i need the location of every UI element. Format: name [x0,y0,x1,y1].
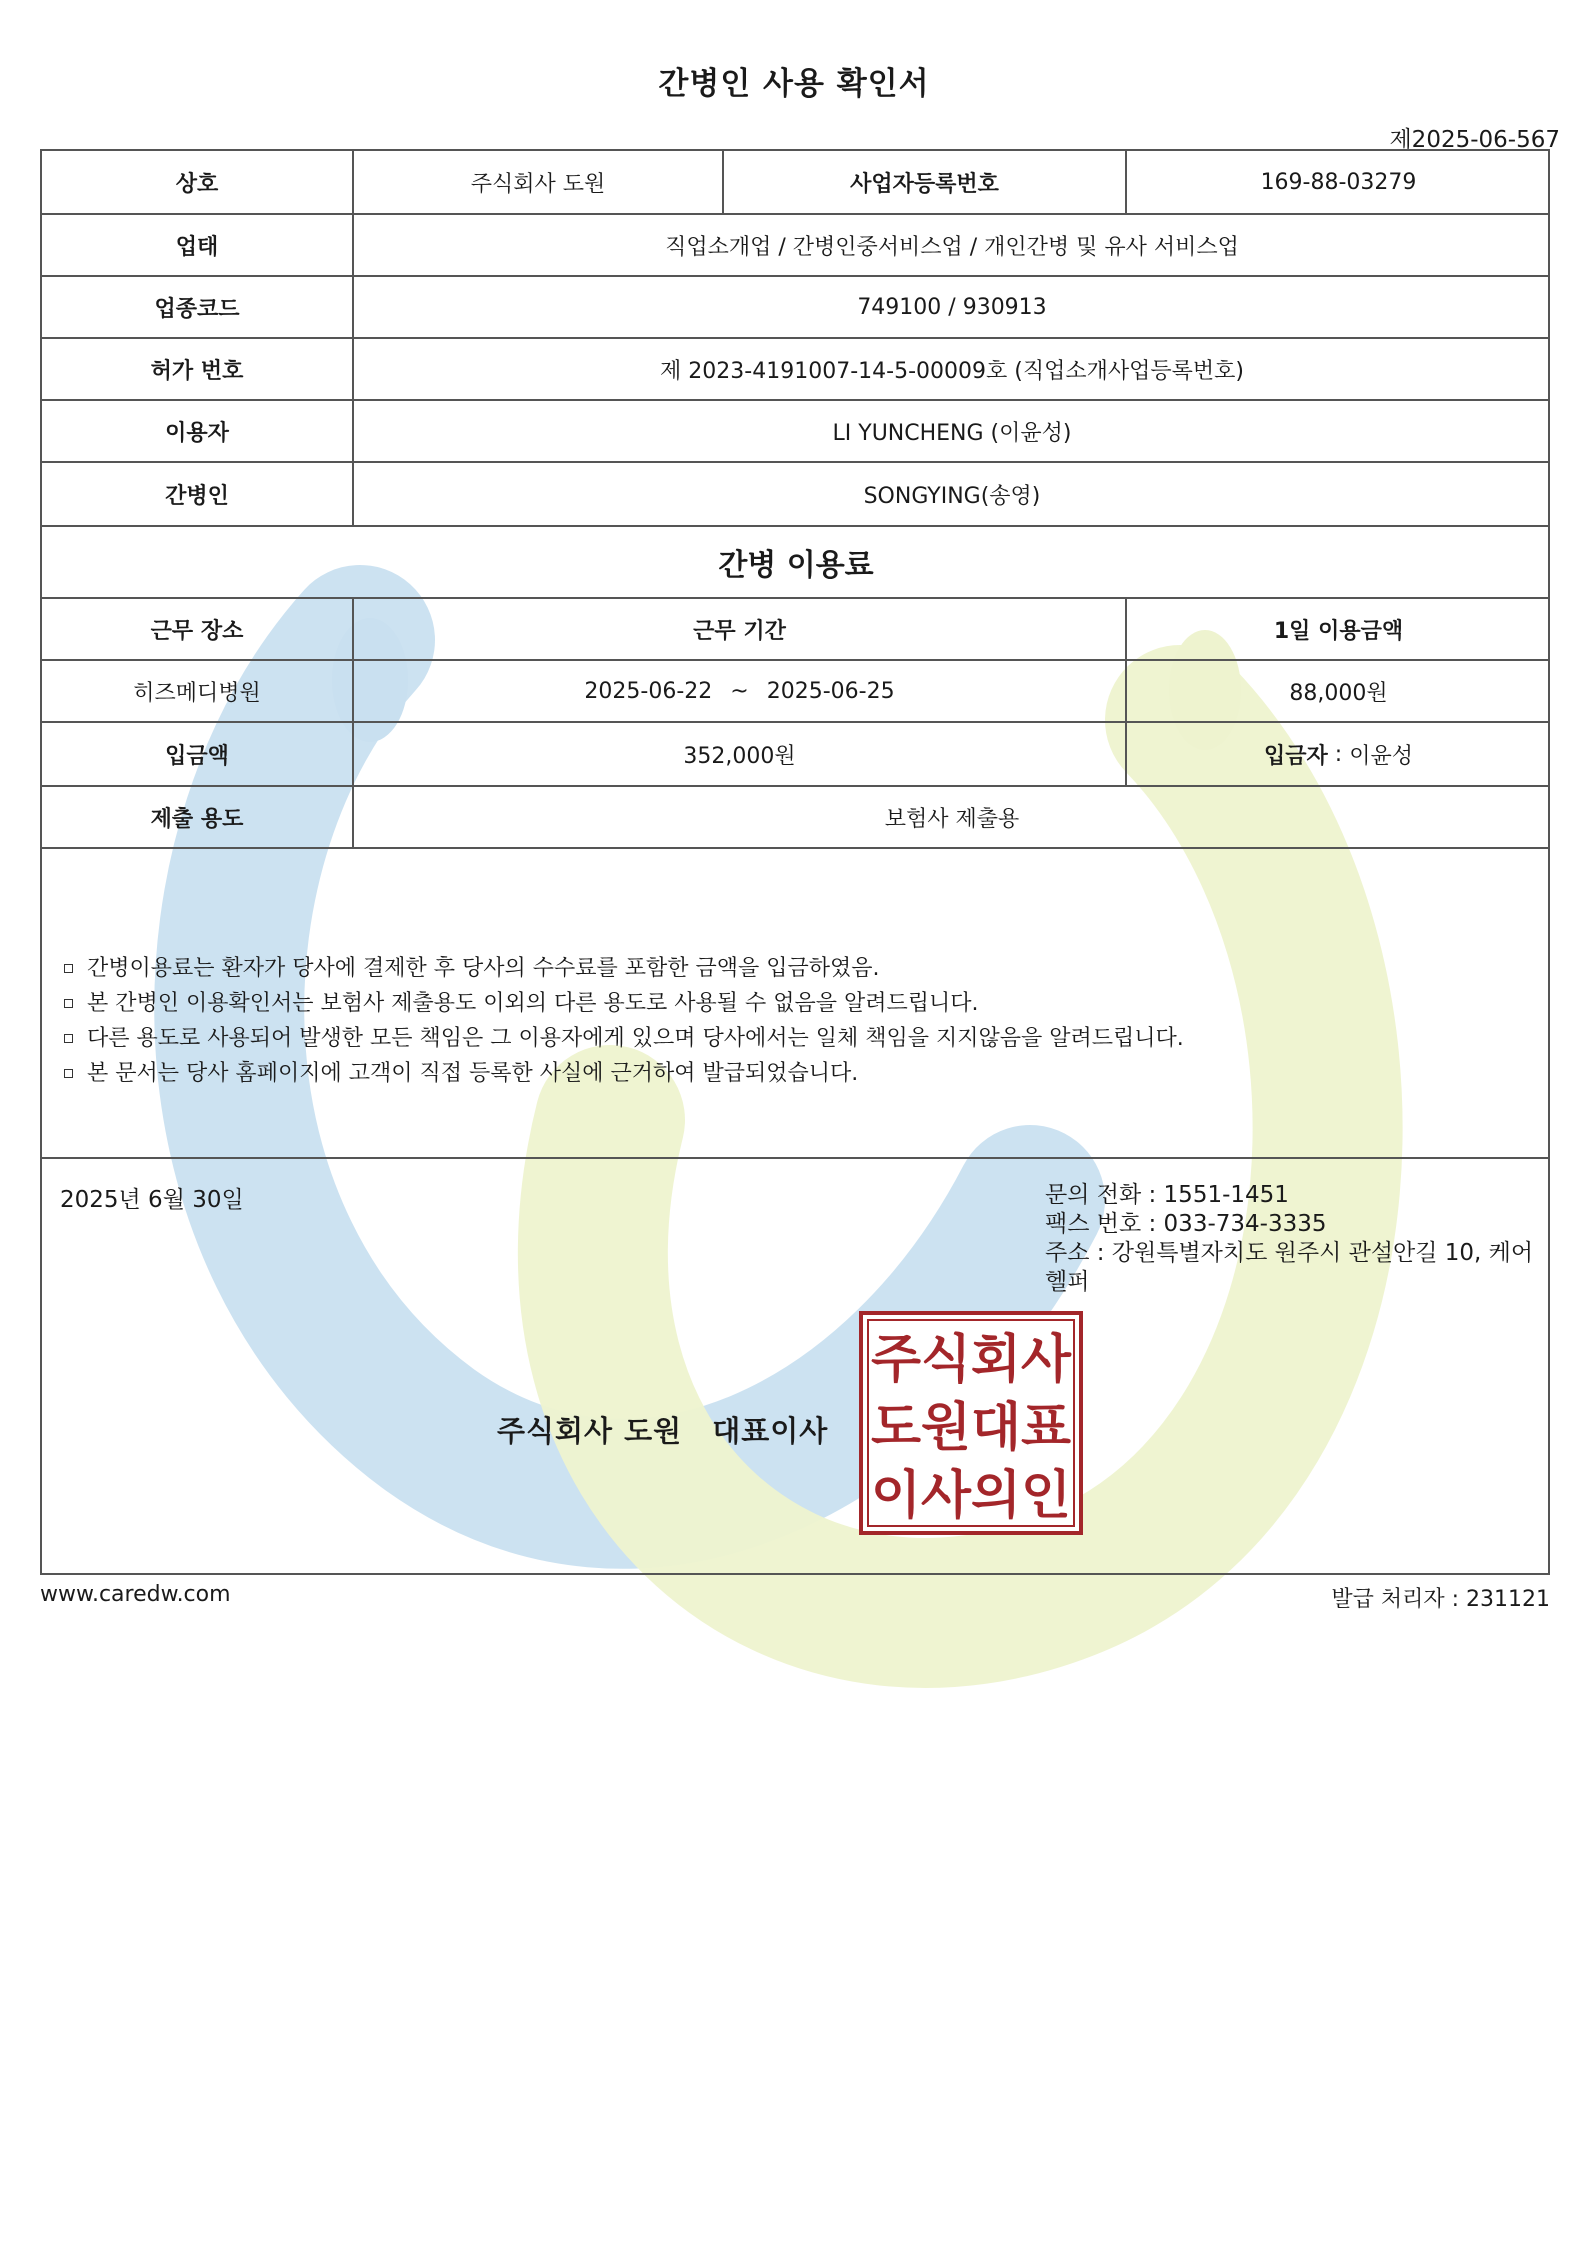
row-fee-header [42,599,1548,661]
issue-processor: 발급 처리자 : 231121 [1331,1587,1550,1612]
row-deposit [42,723,1548,787]
row-purpose [42,787,1548,849]
period-end: 2025-06-25 [766,678,895,704]
note-item: 간병이용료는 환자가 당사에 결제한 후 당사의 수수료를 포함한 금액을 입금하였음. [64,951,1184,986]
confirmation-form [40,149,1550,1575]
business-type-label: 업태 [175,234,219,260]
daily-amount-label: 1일 이용금액 [1125,599,1550,659]
industry-code-value: 749100 / 930913 [352,277,1550,337]
svg-text:주식회사: 주식회사 [871,1330,1072,1390]
depositor-colon: : [1327,741,1350,767]
fee-section-title: 간병 이용료 [718,548,874,583]
contact-info [1045,1181,1548,1297]
row-license [42,339,1548,401]
biz-reg-value: 169-88-03279 [1125,151,1550,213]
note-item: 본 간병인 이용확인서는 보험사 제출용도 이외의 다른 용도로 사용될 수 없음을 알려드립니다. [64,986,1184,1021]
contact-fax: 팩스 번호 : 033-734-3335 [1045,1211,1327,1237]
license-value: 제 2023-4191007-14-5-00009호 (직업소개사업등록번호) [352,339,1550,399]
caregiver-value: SONGYING(송영) [352,463,1550,525]
square-bullet-icon [64,999,73,1008]
issue-date: 2025년 6월 30일 [60,1187,244,1213]
row-business-type [42,215,1548,277]
note-item: 본 문서는 당사 홈페이지에 고객이 직접 등록한 사실에 근거하여 발급되었습니다. [64,1056,1184,1091]
row-fee-values [42,661,1548,723]
row-caregiver [42,463,1548,527]
workplace-value: 히즈메디병원 [133,680,261,706]
purpose-value: 보험사 제출용 [352,787,1550,847]
contact-phone: 문의 전화 : 1551-1451 [1045,1182,1289,1208]
company-website: www.caredw.com [40,1582,231,1607]
business-type-value: 직업소개업 / 간병인중서비스업 / 개인간병 및 유사 서비스업 [352,215,1550,275]
user-label: 이용자 [165,420,229,446]
signer-title: 대표이사 [712,1414,829,1448]
contact-address: 주소 : 강원특별자치도 원주시 관설안길 10, 케어헬퍼 [1045,1240,1534,1295]
depositor-value: 이윤성 [1349,743,1413,769]
company-seal-stamp [859,1311,1083,1535]
signer [497,1409,828,1450]
document-title: 간병인 사용 확인서 [658,66,930,102]
signer-company: 주식회사 도원 [497,1414,683,1448]
square-bullet-icon [64,1034,73,1043]
industry-code-label: 업종코드 [154,296,240,322]
purpose-label: 제출 용도 [150,806,244,832]
trade-name-label: 상호 [175,171,219,197]
deposit-label: 입금액 [165,743,229,769]
deposit-value: 352,000원 [352,723,1125,785]
row-industry-code [42,277,1548,339]
document-number: 제2025-06-567 [1389,127,1560,153]
daily-amount-value: 88,000원 [1125,661,1550,721]
note-item: 다른 용도로 사용되어 발생한 모든 책임은 그 이용자에게 있으며 당사에서는 일체 책임을 지지않음을 알려드립니다. [64,1021,1184,1056]
period-start: 2025-06-22 [584,678,713,704]
square-bullet-icon [64,964,73,973]
license-label: 허가 번호 [150,358,244,384]
period-value [352,661,1125,721]
period-separator: ~ [730,678,749,704]
row-user [42,401,1548,463]
row-trade-name [42,151,1548,215]
trade-name-value: 주식회사 도원 [352,151,722,213]
workplace-label: 근무 장소 [150,618,244,644]
signature-section [42,1159,1548,1575]
caregiver-label: 간병인 [165,483,229,509]
depositor [1125,723,1550,785]
period-label: 근무 기간 [352,599,1125,659]
depositor-label: 입금자 [1264,743,1328,769]
svg-text:도원대표: 도원대표 [871,1398,1071,1458]
row-fee-title [42,527,1548,599]
notes-list [64,951,1184,1091]
svg-text:이사의인: 이사의인 [871,1466,1071,1526]
biz-reg-label: 사업자등록번호 [722,151,1125,213]
user-value: LI YUNCHENG (이윤성) [352,401,1550,461]
square-bullet-icon [64,1069,73,1078]
